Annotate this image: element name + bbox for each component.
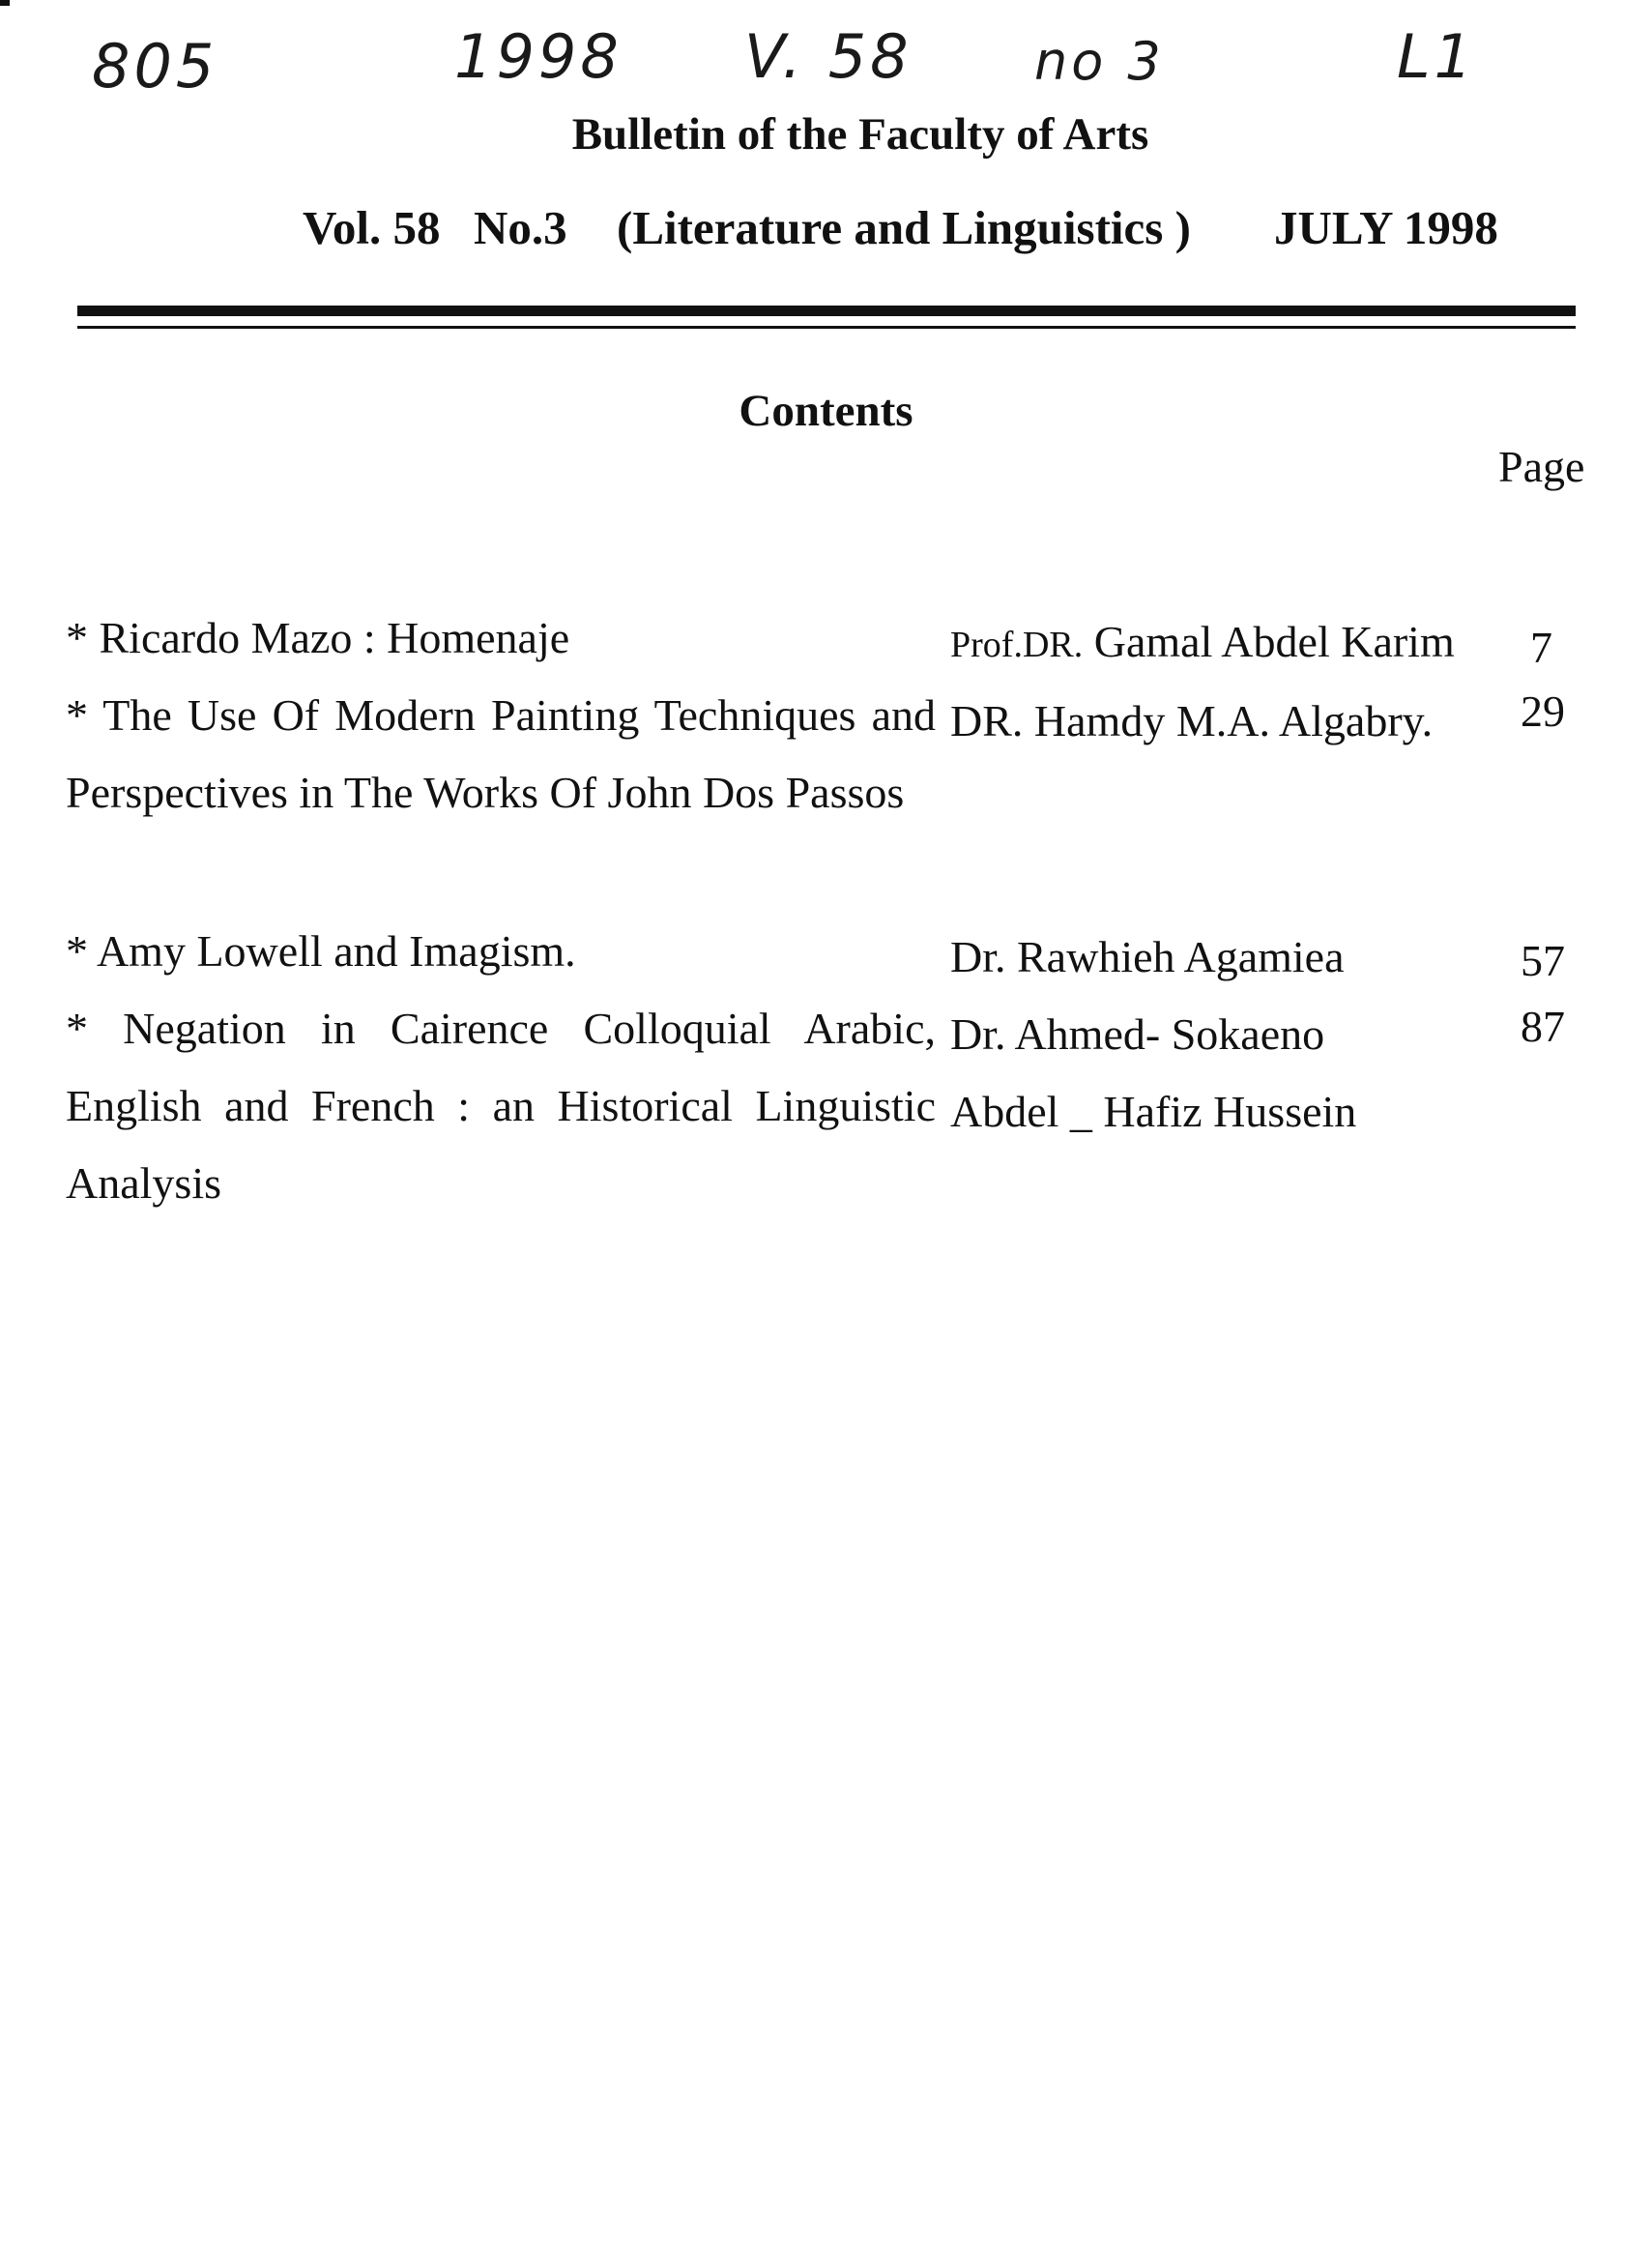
toc-entry-page: 57 [1521, 936, 1565, 985]
bulletin-title: Bulletin of the Faculty of Arts [571, 109, 1149, 160]
author-name: Gamal Abdel Karim [1083, 617, 1455, 666]
header-rule-thick [77, 306, 1576, 316]
header-rule-thin [77, 326, 1576, 329]
issue-date: JULY 1998 [1274, 201, 1498, 254]
toc-entry-page: 7 [1530, 623, 1552, 672]
toc-entry-author [950, 603, 1455, 684]
handwritten-number: no 3 [1034, 31, 1165, 92]
issue-number: No.3 [474, 201, 567, 254]
page-column-heading: Page [1498, 442, 1585, 491]
toc-entry-author: Dr. Rawhieh Agamiea [950, 932, 1345, 981]
toc-entry-page: 29 [1521, 686, 1565, 736]
toc-entry-title: * The Use Of Modern Painting Techniques and Perspectives in The Works Of John Dos Passos [66, 690, 936, 817]
handwritten-volume: V. 58 [744, 21, 913, 92]
issue-volume: Vol. 58 [303, 201, 441, 254]
toc-entry-author: Dr. Ahmed- Sokaeno Abdel _ Hafiz Hussein [950, 1009, 1357, 1136]
handwritten-call-number: 805 [92, 31, 218, 102]
scan-corner-mark [0, 0, 10, 6]
author-title-prefix: Prof.DR. [950, 625, 1084, 665]
handwritten-shelf-mark: L1 [1397, 21, 1476, 92]
toc-entry-title: * Amy Lowell and Imagism. [66, 926, 576, 976]
toc-entry-page: 87 [1521, 1002, 1565, 1051]
handwritten-year: 1998 [454, 21, 623, 92]
issue-subject: (Literature and Linguistics ) [617, 201, 1191, 254]
toc-entry-title: * Negation in Cairence Colloquial Arabic, English and French : an Historical Linguistic Analysis [66, 1004, 936, 1208]
toc-entry-title: * Ricardo Mazo : Homenaje [66, 613, 570, 662]
contents-heading: Contents [739, 386, 913, 436]
toc-entry-author: DR. Hamdy M.A. Algabry. [950, 696, 1434, 745]
